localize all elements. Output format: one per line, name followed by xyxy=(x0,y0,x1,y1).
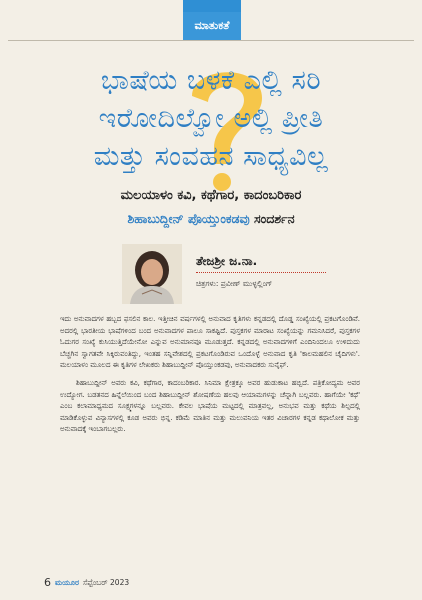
issue-date: ಸೆಪ್ಟೆಂಬರ್ 2023 xyxy=(82,577,130,587)
section-tag: ಮಾತುಕತೆ xyxy=(183,12,241,40)
magazine-name: ಮಯೂರ xyxy=(55,577,79,587)
divider xyxy=(8,40,414,41)
author-name: ತೇಜಶ್ರೀ ಜ.ನಾ. xyxy=(196,254,258,268)
section-top-bar xyxy=(183,0,241,12)
headline xyxy=(14,62,408,176)
page-number: 6 xyxy=(44,576,51,589)
page-footer xyxy=(44,576,129,589)
headline-line-3: ಮತ್ತು ಸಂವಹನ ಸಾಧ್ಯವಿಲ್ಲ xyxy=(93,141,329,172)
byline-divider xyxy=(196,272,326,273)
author-photo xyxy=(122,244,182,304)
subtitle-interview xyxy=(10,211,412,227)
photo-credit: ಚಿತ್ರಗಳು: ಪ್ರವೀಣ್ ಮುಳ್ಳಲ್ಲಿಂಗ್ xyxy=(196,279,273,288)
interviewee-name: ಶಿಹಾಬುದ್ದೀನ್ ಪೊಯ್ತುಂಕಡವು xyxy=(127,211,250,226)
paragraph-2: ಶಿಹಾಬುದ್ದೀನ್ ಅವರು ಕವಿ, ಕಥೆಗಾರ, ಕಾದಂಬರಿಕಾರ. ಸಿನಿಮಾ ಕ್ಷೇತ್ರಕ್ಕೂ ಅವರ ಹುಡುಕಾಟ ಹಬ್ಬಿದೆ. ಪತ್ರಿಕೋದ್ಯಮ ಅವರ ಉದ್ಯೋಗ. ಬಡತನದ ಹಿನ್ನೆಲೆಯಿಂದ ಬಂದ ಶಿಹಾಬುದ್ದೀನ್ ಶೋಷಣೆಯ ಹಲವು ಆಯಾಮಗಳನ್ನು ಚೆನ್ನಾಗಿ ಬಲ್ಲವರು. ಹಾಗೆಯೇ 'ಕಥೆ' ಎಂಬ ಕಲಾಮಾಧ್ಯಮದ ಸೂಕ್ಷ್ಮಗಳನ್ನೂ ಬಲ್ಲವರು. ಕೇವಲ ಭಾಷೆಯ ಮಟ್ಟದಲ್ಲಿ ಮಾತ್ರವಲ್ಲ, ಅನುಭವ ಮತ್ತು ಕಥೆಯ ಶಿಲ್ಪದಲ್ಲಿ ಮಾಡಿಕೊಳ್ಳುವ ವಿನ್ಯಾಸಗಳಲ್ಲಿ ಕೂಡ ಅವರು ಭಿನ್ನ. ಕಡಿಮೆ ಮಾತಿನ ಮತ್ತು ಮಲುವನಿಯ ಇತರ ವಿಚಾರಗಳ ಕನ್ನಡ ಕಥಾಲೋಕ ಮತ್ತು ಅನುವಾದಕ್ಕೆ ಇಂಬಾಗಬಲ್ಲರು. xyxy=(60,378,360,434)
paragraph-1: ಇದು ಅನುವಾದಗಳ ಹಬ್ಬದ ಫಸಲಿನ ಕಾಲ. ಇತ್ತೀಚಿನ ವರ್ಷಗಳಲ್ಲಿ ಅನುವಾದ ಕೃತಿಗಳು ಕನ್ನಡದಲ್ಲಿ ದೊಡ್ಡ ಸಂಖ್ಯೆಯಲ್ಲಿ ಪ್ರಕಟಗೊಂಡಿವೆ. ಅದರಲ್ಲಿ ಭಾರತೀಯ ಭಾಷೆಗಳಿಂದ ಬಂದ ಅನುವಾದಗಳ ಪಾಲೂ ಸಾಕಷ್ಟಿದೆ. ಪುಸ್ತಕಗಳ ಮಾರಾಟ ಸಂಖ್ಯೆಯನ್ನು ಗಮನಿಸಿದರೆ, ಪುಸ್ತಕಗಳ ಓದುಗರ ಸಂಖ್ಯೆ ಕುಸಿಯುತ್ತಿದೆಯೇನೋ ಎನ್ನುವ ಅನುಮಾನವೂ ಮೂಡುತ್ತದೆ. ಕನ್ನಡದಲ್ಲಿ ಅನುವಾದಗಳಿಗೆ ಎಂದಿನಿಂದಲೂ ಉಳಿದುದು ಬೆಚ್ಚಗಿನ ಸ್ವಾಗತವೇ ಸಿಕ್ಕಿರುವಂತಿದ್ದು, ಇಂತಹ ಸನ್ನಿವೇಶದಲ್ಲಿ ಪ್ರಕಟಗೊಂಡಿರುವ ಒಂದೊಳ್ಳೆ ಅನುವಾದ ಕೃತಿ 'ಕಾಲಮಹಲಿನ ಚೈದಿಗಳು'. ಮಲಯಾಳಂ ಮೂಲದ ಈ ಕೃತಿಗಳ ಲೇಖಕರು ಶಿಹಾಬುದ್ದೀನ್ ಪೊಯ್ತುಂಕಡವು, ಅನುವಾದಕರು ಸುನೈಫ್. xyxy=(60,315,360,370)
headline-line-1: ಭಾಷೆಯ ಬಳಕೆ ಎಲ್ಲಿ ಸರಿ xyxy=(100,65,322,96)
subtitle: ಮಲಯಾಳಂ ಕವಿ, ಕಥೆಗಾರ, ಕಾದಂಬರಿಕಾರ xyxy=(120,188,302,203)
headline-line-2: ಇರೋದಿಲ್ವೋ ಅಲ್ಲಿ ಪ್ರೀತಿ xyxy=(98,103,324,134)
subtitle-suffix: ಸಂದರ್ಶನ xyxy=(249,211,295,226)
article-body xyxy=(60,314,360,442)
portrait-illustration xyxy=(122,244,182,304)
